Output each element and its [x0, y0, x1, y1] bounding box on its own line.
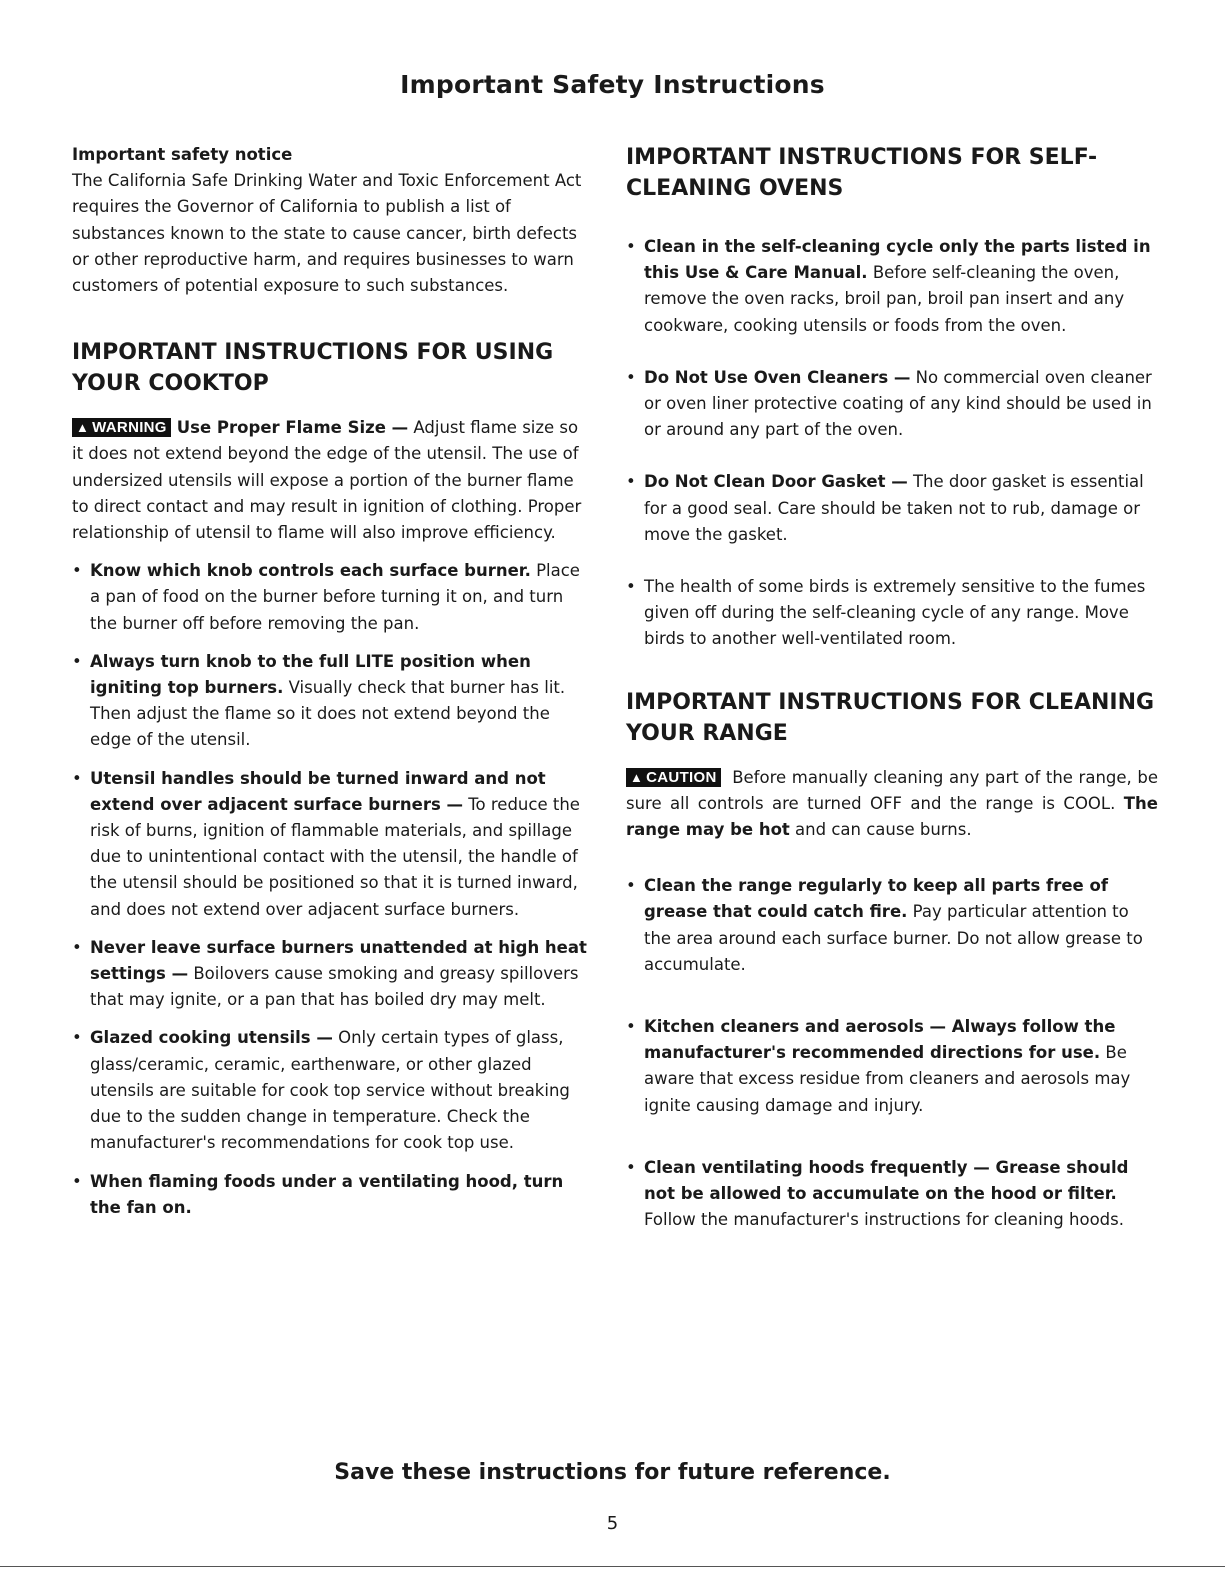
list-item [72, 766, 592, 923]
bullet-bold: Kitchen cleaners and aerosols — Always follow the manufacturer's recommended directions for use. [644, 1017, 1116, 1063]
bullet-text: Place a pan of food on the burner before turning it on, and turn the burner off before removing the pan. [90, 561, 580, 633]
list-item [626, 1014, 1158, 1119]
bullet-text: Before self-cleaning the oven, remove the oven racks, broil pan, broil pan insert and any cookware, cooking utensils or foods from the oven. [644, 263, 1125, 335]
bullet-bold: Utensil handles should be turned inward and not extend over adjacent surface burners — [90, 768, 546, 814]
bullet-bold: Clean the range regularly to keep all parts free of grease that could catch fire. [644, 876, 1108, 922]
bullet-dot-icon: • [72, 561, 82, 581]
bullet-dot-icon: • [72, 1028, 82, 1048]
warning-label: WARNING [92, 419, 167, 437]
self-cleaning-bullet-list [626, 234, 1158, 653]
bullet-bold: When flaming foods under a ventilating hood, turn the fan on. [90, 1171, 564, 1217]
list-item [626, 574, 1158, 653]
cleaning-range-heading: IMPORTANT INSTRUCTIONS FOR CLEANING YOUR RANGE [626, 689, 1155, 746]
bullet-dot-icon: • [626, 367, 636, 387]
bullet-bold: Do Not Use Oven Cleaners — [644, 367, 911, 387]
bullet-text: Only certain types of glass, glass/ceramic, ceramic, earthenware, or other glazed utensils are suitable for cook top service without breaking due to the sudden change in temperature. Check the manufacturer's recommendations for cook top use. [90, 1028, 570, 1153]
bullet-bold: Clean ventilating hoods frequently — Grease should not be allowed to accumulate on the hood or filter. [644, 1157, 1129, 1204]
bullet-text: Follow the manufacturer's instructions for cleaning hoods. [644, 1210, 1124, 1230]
caution-text: Before manually cleaning any part of the range, be sure all controls are turned OFF and the range is COOL. [626, 767, 1158, 813]
warning-bold: Use Proper Flame Size — [176, 418, 409, 438]
list-item [626, 365, 1158, 444]
caution-paragraph [626, 765, 1158, 844]
bullet-dot-icon: • [626, 237, 636, 256]
warning-text: Adjust flame size so it does not extend beyond the edge of the utensil. The use of undersized utensils will expose a portion of the burner flame to direct contact and may result in ignition of clothing. Proper relationship of utensil to flame will also improve efficiency. [72, 418, 582, 543]
bullet-text: The health of some birds is extremely sensitive to the fumes given off during the self-cleaning cycle of any range. Move birds to another well-ventilated room. [644, 577, 1146, 649]
warning-paragraph [72, 415, 592, 546]
list-item [72, 649, 592, 754]
caution-label: CAUTION [646, 768, 717, 786]
bullet-text: The door gasket is essential for a good seal. Care should be taken not to rub, damage or move the gasket. [644, 472, 1144, 544]
bullet-bold: Never leave surface burners unattended at high heat settings — [90, 937, 587, 984]
caution-bold: The range may be hot [626, 793, 1158, 840]
bullet-bold: Clean in the self-cleaning cycle only the parts listed in this Use & Care Manual. [644, 237, 1151, 283]
list-item [72, 1169, 592, 1221]
cooktop-bullet-list [72, 558, 592, 1221]
list-item [72, 1025, 592, 1156]
bullet-bold: Do Not Clean Door Gasket — [644, 472, 908, 492]
bullet-dot-icon: • [72, 651, 82, 671]
bullet-dot-icon: • [72, 937, 82, 957]
cooktop-heading: IMPORTANT INSTRUCTIONS FOR USING YOUR COOKTOP [72, 340, 554, 397]
list-item [626, 1155, 1158, 1234]
bullet-bold: Always turn knob to the full LITE position when igniting top burners. [90, 651, 531, 698]
warning-triangle-icon: ▲ [76, 420, 90, 436]
page-title: Important Safety Instructions [400, 70, 825, 99]
bullet-dot-icon: • [72, 1171, 82, 1191]
bullet-text: To reduce the risk of burns, ignition of flammable materials, and spillage due to unintentional contact with the utensil, the handle of the utensil should be positioned so that it is turned inward, and does not extend over adjacent surface burners. [90, 794, 580, 919]
notice-title: Important safety notice [72, 145, 293, 164]
bottom-divider [0, 1566, 1225, 1567]
bullet-text: Boilovers cause smoking and greasy spillovers that may ignite, or a pan that has boiled dry may melt. [90, 964, 579, 1010]
bullet-bold: Glazed cooking utensils — [90, 1028, 333, 1048]
cleaning-bullet-list [626, 873, 1158, 1233]
bullet-text: Visually check that burner has lit. Then adjust the flame so it does not extend beyond the edge of the utensil. [90, 678, 566, 750]
caution-text-end: and can cause burns. [789, 820, 972, 840]
bullet-bold: Know which knob controls each surface burner. [90, 561, 531, 581]
footer-save-note: Save these instructions for future reference. [334, 1460, 891, 1485]
self-cleaning-heading: IMPORTANT INSTRUCTIONS FOR SELF-CLEANING OVENS [626, 145, 1098, 201]
warning-badge [72, 418, 171, 437]
list-item [626, 234, 1158, 339]
page-number: 5 [606, 1513, 619, 1534]
caution-badge [626, 768, 721, 787]
list-item [72, 558, 592, 637]
bullet-dot-icon: • [626, 577, 636, 597]
right-column [626, 142, 1158, 1233]
list-item [626, 873, 1158, 978]
bullet-text: Pay particular attention to the area around each surface burner. Do not allow grease to accumulate. [644, 902, 1143, 974]
bullet-dot-icon: • [626, 472, 636, 492]
bullet-text: Be aware that excess residue from cleaners and aerosols may ignite causing damage and injury. [644, 1043, 1131, 1115]
list-item [72, 935, 592, 1014]
notice-text: The California Safe Drinking Water and Toxic Enforcement Act requires the Governor of California to publish a list of substances known to the state to cause cancer, birth defects or other reproductive harm, and requires businesses to warn customers of potential exposure to such substances. [72, 171, 582, 296]
caution-triangle-icon: ▲ [630, 769, 644, 785]
bullet-text: No commercial oven cleaner or oven liner protective coating of any kind should be used in or around any part of the oven. [644, 367, 1152, 440]
left-column [72, 142, 592, 1221]
bullet-dot-icon: • [626, 876, 636, 896]
bullet-dot-icon: • [72, 768, 82, 788]
bullet-dot-icon: • [626, 1017, 636, 1037]
bullet-dot-icon: • [626, 1157, 636, 1177]
list-item [626, 469, 1158, 548]
